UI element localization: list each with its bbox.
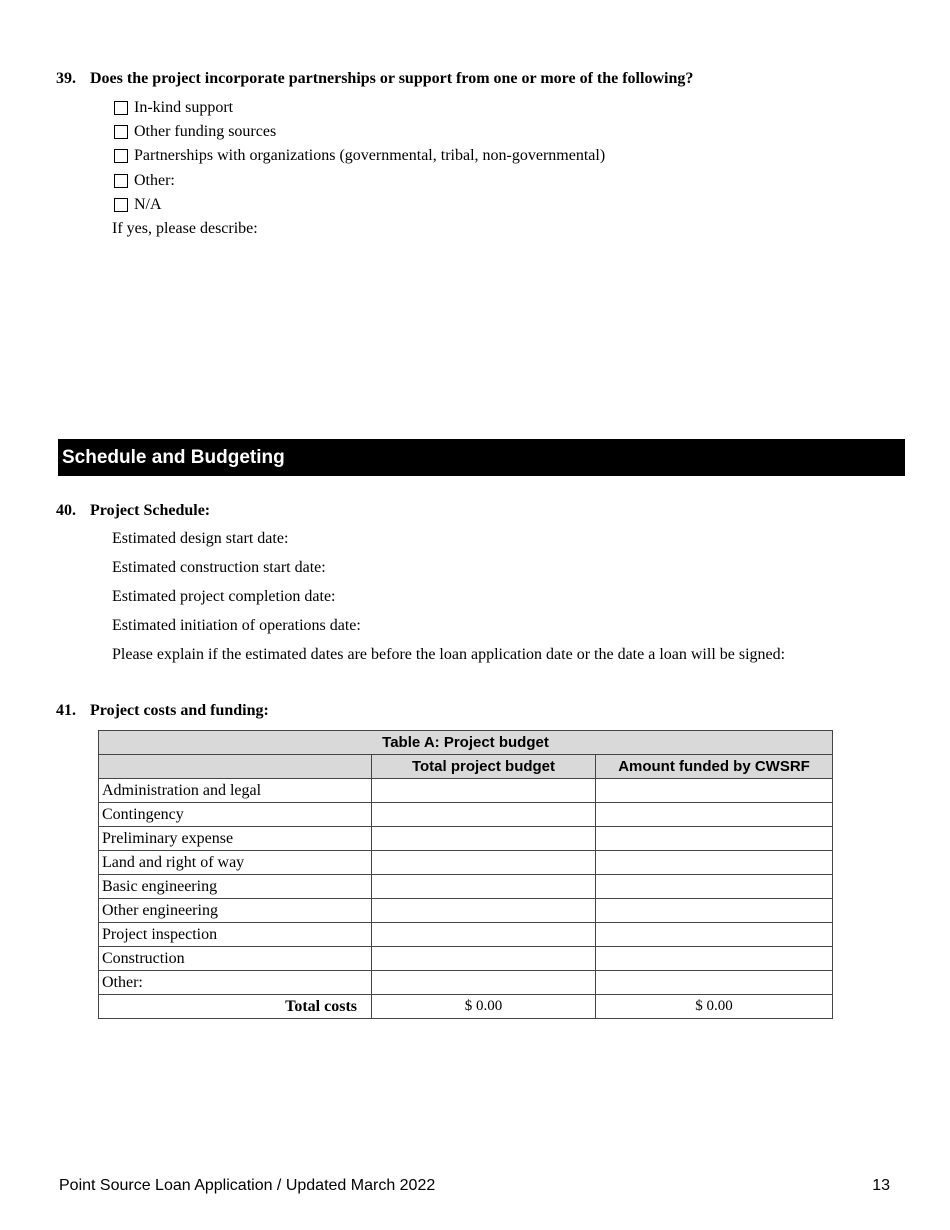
row-label: Other: <box>99 971 372 995</box>
table-caption: Table A: Project budget <box>99 731 833 755</box>
cwsrf-amount-cell[interactable] <box>596 803 833 827</box>
option-other[interactable] <box>114 172 175 190</box>
option-label: N/A <box>134 196 162 213</box>
completion-date-label: Estimated project completion date: <box>112 588 336 605</box>
question-39-text: Does the project incorporate partnerships or support from one or more of the following? <box>90 70 694 87</box>
total-budget-cell[interactable] <box>372 803 596 827</box>
total-budget-cell[interactable] <box>372 947 596 971</box>
construction-start-date-label: Estimated construction start date: <box>112 559 326 576</box>
cwsrf-amount-cell[interactable] <box>596 875 833 899</box>
option-na[interactable] <box>114 196 162 214</box>
design-start-date-label: Estimated design start date: <box>112 530 289 547</box>
header-item <box>99 755 372 779</box>
table-row <box>99 947 833 971</box>
cwsrf-amount-cell[interactable] <box>596 851 833 875</box>
row-label: Basic engineering <box>99 875 372 899</box>
checkbox-na[interactable] <box>114 198 128 212</box>
option-label: Partnerships with organizations (governmental, tribal, non-governmental) <box>134 147 606 164</box>
page-number: 13 <box>872 1177 890 1194</box>
checkbox-partnerships[interactable] <box>114 149 128 163</box>
option-label: Other: <box>134 172 175 189</box>
option-other-funding-sources[interactable] <box>114 123 276 141</box>
option-label: Other funding sources <box>134 123 277 140</box>
table-row <box>99 803 833 827</box>
operations-date-label: Estimated initiation of operations date: <box>112 617 361 634</box>
dates-explanation-label: Please explain if the estimated dates are before the loan application date or the date a loan will be signed: <box>112 646 786 663</box>
row-label: Preliminary expense <box>99 827 372 851</box>
table-row <box>99 899 833 923</box>
row-label: Land and right of way <box>99 851 372 875</box>
question-41-number: 41. <box>56 702 76 719</box>
describe-label: If yes, please describe: <box>112 220 258 237</box>
table-row <box>99 827 833 851</box>
total-budget-cell[interactable] <box>372 779 596 803</box>
describe-input-area[interactable] <box>112 244 902 414</box>
cwsrf-amount-cell[interactable] <box>596 779 833 803</box>
option-partnerships[interactable] <box>114 147 605 165</box>
total-costs-label: Total costs <box>99 995 372 1019</box>
question-39-number: 39. <box>56 70 76 87</box>
total-row <box>99 995 833 1019</box>
header-total-project-budget: Total project budget <box>372 755 596 779</box>
cwsrf-amount-cell[interactable] <box>596 827 833 851</box>
total-budget-value: $ 0.00 <box>372 995 596 1019</box>
cwsrf-amount-cell[interactable] <box>596 971 833 995</box>
checkbox-other-funding-sources[interactable] <box>114 125 128 139</box>
cwsrf-amount-cell[interactable] <box>596 899 833 923</box>
table-row <box>99 923 833 947</box>
row-label: Contingency <box>99 803 372 827</box>
total-cwsrf-value: $ 0.00 <box>596 995 833 1019</box>
table-row <box>99 971 833 995</box>
table-row <box>99 779 833 803</box>
total-budget-cell[interactable] <box>372 923 596 947</box>
header-amount-funded-cwsrf: Amount funded by CWSRF <box>596 755 833 779</box>
option-label: In-kind support <box>134 99 234 116</box>
total-budget-cell[interactable] <box>372 875 596 899</box>
row-label: Administration and legal <box>99 779 372 803</box>
project-budget-table <box>98 730 833 1019</box>
cwsrf-amount-cell[interactable] <box>596 947 833 971</box>
total-budget-cell[interactable] <box>372 971 596 995</box>
table-row <box>99 851 833 875</box>
question-40-title: Project Schedule: <box>90 502 211 519</box>
section-title: Schedule and Budgeting <box>62 446 285 468</box>
checkbox-other[interactable] <box>114 174 128 188</box>
section-header <box>58 439 905 476</box>
footer-text: Point Source Loan Application / Updated March 2022 <box>59 1177 436 1194</box>
question-41-title: Project costs and funding: <box>90 702 269 719</box>
row-label: Other engineering <box>99 899 372 923</box>
row-label: Construction <box>99 947 372 971</box>
question-40-number: 40. <box>56 502 76 519</box>
table-row <box>99 875 833 899</box>
total-budget-cell[interactable] <box>372 899 596 923</box>
checkbox-in-kind-support[interactable] <box>114 101 128 115</box>
row-label: Project inspection <box>99 923 372 947</box>
option-in-kind-support[interactable] <box>114 99 233 117</box>
total-budget-cell[interactable] <box>372 827 596 851</box>
cwsrf-amount-cell[interactable] <box>596 923 833 947</box>
total-budget-cell[interactable] <box>372 851 596 875</box>
